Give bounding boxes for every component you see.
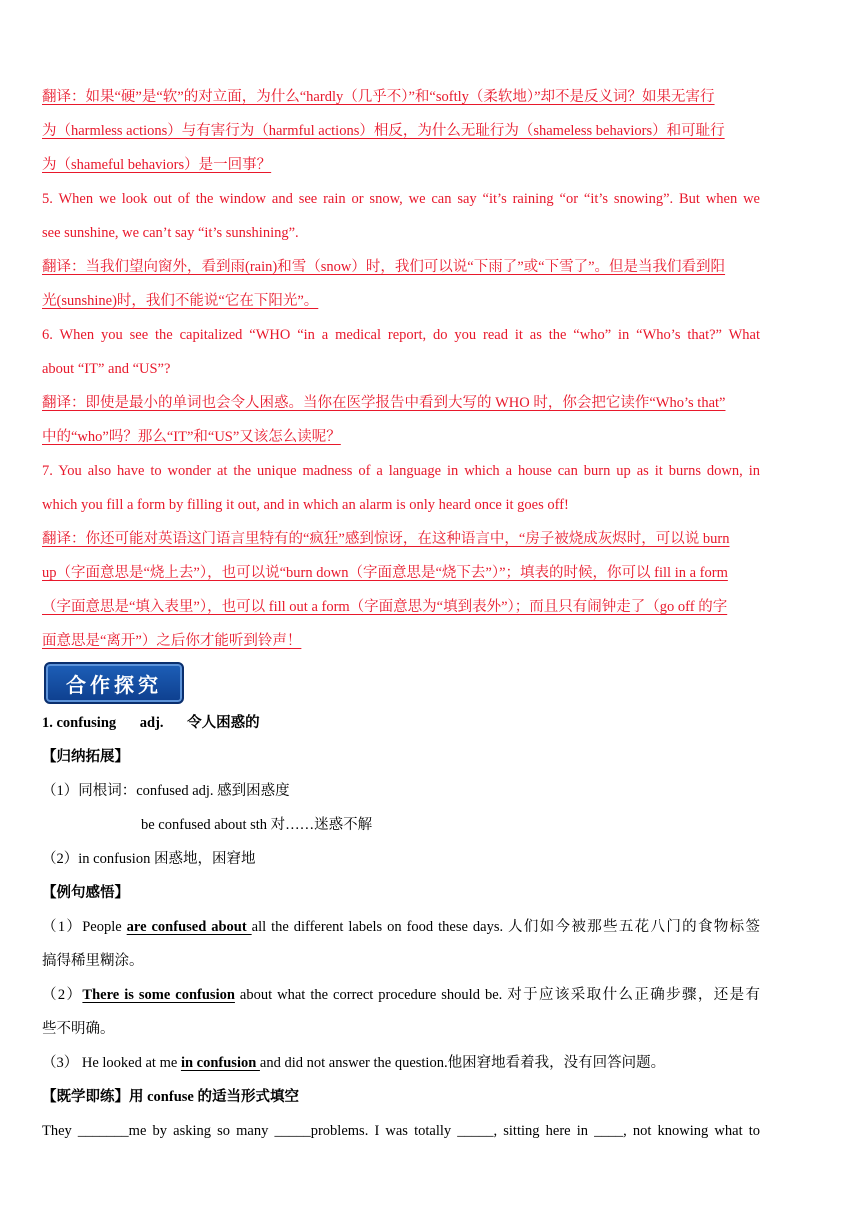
translation-5-line-2: 光(sunshine)时，我们不能说“它在下阳光”。 [42,293,319,309]
section-banner-label: 合作探究 [66,672,162,697]
example-2-line-1 [42,978,760,1012]
summary-item-1a: （1）同根词：confused adj. 感到困惑度 [42,783,290,799]
translation-5-line-1: 翻译：当我们望向窗外，看到雨(rain)和雪（snow）时，我们可以说“下雨了”或“下雪了”。但是当我们看到阳 [42,259,726,275]
translation-7-line-3: （字面意思是“填入表里”），也可以 fill out a form（字面意思为“填到表外”）；而且只有闹钟走了（go off 的字 [42,599,728,615]
translation-4-line-3: 为（shameful behaviors）是一回事？ [42,157,272,173]
example-3-key: in confusion [180,1055,260,1071]
example-1-line-1 [42,910,760,944]
examples-header: 【例句感悟】 [42,885,129,901]
example-3-post: and did not answer the question.他困窘地看着我，没有回答问题。 [259,1055,666,1071]
item-5-line-1: 5. When we look out of the window and see rain or snow, we can say “it’s raining “or “it’s snowing”. But when we [42,191,760,207]
practice-line: They _______me by asking so many _____problems. I was totally _____, sitting here in ____, not knowing what to [42,1123,760,1139]
translation-7-line-1: 翻译：你还可能对英语这门语言里特有的“疯狂”感到惊讶，在这种语言中，“房子被烧成灰烬时，可以说 burn [42,531,730,547]
example-3-line-1 [42,1046,760,1080]
example-2-line-2: 些不明确。 [42,1021,115,1037]
example-1-line-2: 搞得稀里糊涂。 [42,953,144,969]
example-3-pre: （3） He looked at me [42,1055,181,1071]
vocab-word: 1. confusing [42,715,117,731]
example-2-post: about what the correct procedure should be. 对于应该采取什么正确步骤，还是有 [234,987,760,1003]
example-1-pre: （1）People [42,919,127,935]
item-7-line-2: which you fill a form by filling it out, and in which an alarm is only heard once it goes off! [42,497,569,513]
practice-header: 【既学即练】用 confuse 的适当形式填空 [42,1089,299,1105]
item-5-line-2: see sunshine, we can’t say “it’s sunshining”. [42,225,299,241]
summary-header: 【归纳拓展】 [42,749,129,765]
summary-item-1b: be confused about sth 对……迷惑不解 [141,817,373,833]
example-1-post: all the different labels on food these days. 人们如今被那些五花八门的食物标签 [251,919,760,935]
vocab-meaning: 令人困惑的 [187,715,260,731]
translation-4-line-2: 为（harmless actions）与有害行为（harmful actions）相反，为什么无耻行为（shameless behaviors）和可耻行 [42,123,725,139]
translation-7-line-2: up（字面意思是“烧上去”），也可以说“burn down（字面意思是“烧下去”）”；填表的时候，你可以 fill in a form [42,565,728,581]
translation-7-line-4: 面意思是“离开”）之后你才能听到铃声！ [42,633,302,649]
translation-6-line-1: 翻译：即使是最小的单词也会令人困惑。当你在医学报告中看到大写的 WHO 时，你会把它读作“Who’s that” [42,395,726,411]
item-6-line-2: about “IT” and “US”? [42,361,171,377]
section-banner [44,662,184,704]
item-6-line-1: 6. When you see the capitalized “WHO “in a medical report, do you read it as the “who” in “Who’s that?” What [42,327,760,343]
summary-item-2: （2）in confusion 困惑地，困窘地 [42,851,256,867]
example-2-pre: （2） [42,987,83,1003]
translation-6-line-2: 中的“who”吗？那么“IT”和“US”又该怎么读呢？ [42,429,341,445]
translation-4-line-1: 翻译：如果“硬”是“软”的对立面，为什么“hardly（几乎不）”和“softly（柔软地）”却不是反义词？如果无害行 [42,89,715,105]
example-2-key: There is some confusion [82,987,235,1003]
vocab-word-line [42,706,760,740]
document-page [42,80,760,1148]
item-7-line-1: 7. You also have to wonder at the unique madness of a language in which a house can burn up as it burns down, in [42,463,760,479]
example-1-key: are confused about [126,919,252,935]
vocab-pos: adj. [139,715,164,731]
